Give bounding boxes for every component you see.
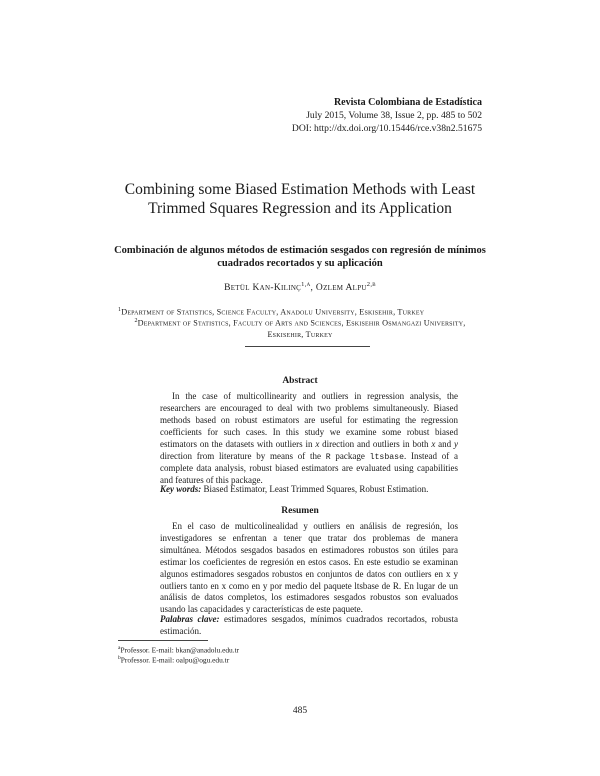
abstract-text <box>160 391 458 487</box>
math-var: y <box>454 438 458 449</box>
page-number: 485 <box>292 706 308 716</box>
keywords-text: estimadores sesgados, mínimos cuadrados recortados, robusta estimación. <box>160 614 459 636</box>
paper-subtitle: Combinación de algunos métodos de estimación sesgados con regresión de mínimos cuadrados recortados y su aplicación <box>114 245 486 269</box>
footnote-mark: b <box>118 655 121 661</box>
abstract-fragment: and <box>435 438 454 449</box>
abstract-fragment: package <box>330 450 370 461</box>
footnote-mark: a <box>118 645 121 651</box>
keywords-label: Key words: <box>160 484 202 494</box>
keywords-label: Palabras clave: <box>160 614 220 624</box>
footnote-2 <box>118 653 229 665</box>
journal-doi[interactable]: DOI: http://dx.doi.org/10.15446/rce.v38n2.51675 <box>291 123 482 134</box>
affiliation-text: Department of Statistics, Faculty of Arts and Sciences, Eskisehir Osmangazi University, Eskisehir, Turkey <box>137 318 466 340</box>
abstract-fragment: . Instead of a complete data analysis, robust biased estimators are evaluated using capabilities and features of this package. <box>160 450 458 486</box>
author-name: Ozlem Alpu <box>315 283 367 294</box>
resumen-text: En el caso de multicolinealidad y outliers en análisis de regresión, los investigadores se enfrentan a tener que tratar dos problemas de manera simultánea. Métodos sesgados basados en estimadores robustos son útiles para estimar los coeficientes de regresión en estos casos. En este estudio se examinan algunos estimadores sesgados robustos en conjuntos de datos con outliers en x y outliers tanto en x como en y por medio del paquete ltsbase de R. En lugar de un análisis de datos completos, los estimadores sesgados robustos son evaluados usando las capacidades y características de este paquete. <box>160 521 458 615</box>
abstract-fragment: In the case of multicollinearity and outliers in regression analysis, the researchers are encouraged to deal with two problems simultaneously. Biased methods based on robust estimators are useful for estimating the regression coefficients for such cases. In this study we examine some robust biased estimators on the datasets with outliers in <box>160 391 458 449</box>
author-mark: 1,a <box>301 281 311 288</box>
abstract-fragment: direction and outliers in both <box>319 438 432 449</box>
affiliation-2 <box>118 316 482 341</box>
affiliation-text: Department of Statistics, Science Faculty, Anadolu University, Eskisehir, Turkey <box>121 307 425 317</box>
footnote-text: Professor. E-mail: oalpu@ogu.edu.tr <box>120 655 230 665</box>
separator-rule <box>245 346 370 347</box>
package-name: ltsbase <box>369 452 405 462</box>
affiliation-mark: 1 <box>118 307 122 313</box>
author-mark: 2,b <box>366 281 376 288</box>
journal-name: Revista Colombiana de Estadística <box>333 97 482 108</box>
footnote-text: Professor. E-mail: bkan@anadolu.edu.tr <box>120 645 240 655</box>
affiliation-mark: 2 <box>134 318 138 324</box>
abstract-heading: Abstract <box>282 376 318 386</box>
resumen-heading: Resumen <box>281 506 319 516</box>
author-name: Betül Kan-Kilinç <box>224 283 302 294</box>
keywords-text: Biased Estimator, Least Trimmed Squares, Robust Estimation. <box>201 484 429 494</box>
math-var: x <box>315 438 320 449</box>
author-line: Betül Kan-Kilinç$^{1,a}$, Ozlem Alpu$^{2,b}$ <box>224 281 376 294</box>
abstract-keywords <box>160 484 458 496</box>
resumen-keywords <box>160 614 458 638</box>
journal-header <box>292 96 482 135</box>
software-name: R <box>325 452 331 462</box>
abstract-fragment: direction from literature by means of the <box>160 450 326 461</box>
footnote-rule <box>118 640 208 641</box>
math-var: x <box>431 438 436 449</box>
journal-issue: July 2015, Volume 38, Issue 2, pp. 485 to 502 <box>306 110 482 121</box>
paper-title: Combining some Biased Estimation Methods with Least Trimmed Squares Regression and its Application <box>124 181 476 217</box>
